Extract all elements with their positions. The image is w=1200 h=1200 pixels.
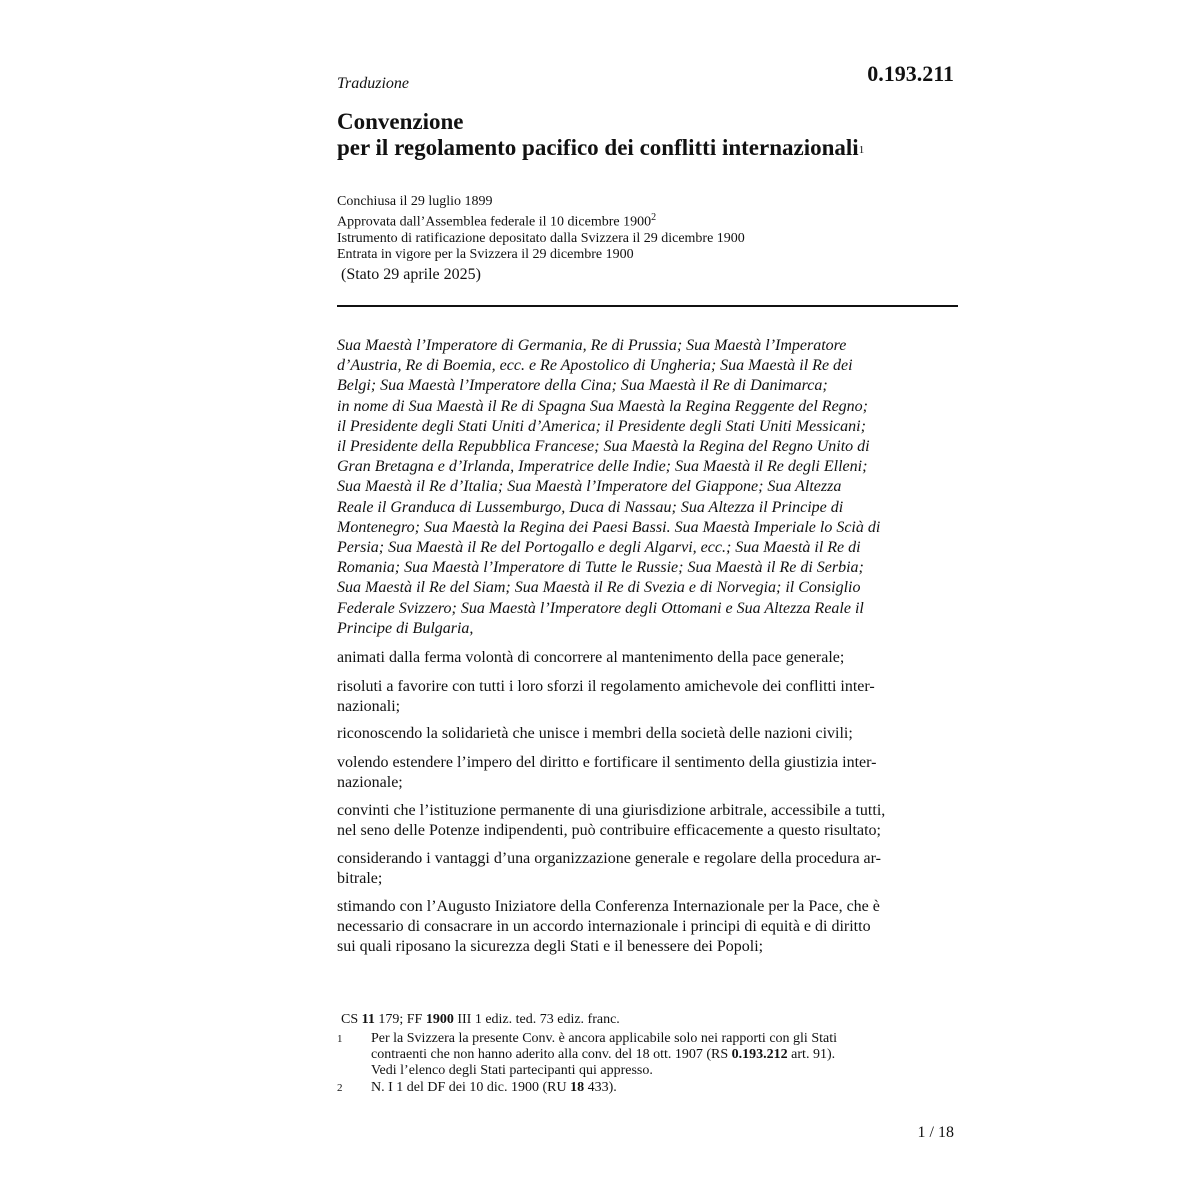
preamble-line: Belgi; Sua Maestà l’Imperatore della Cina; Sua Maestà il Re di Danimarca; xyxy=(337,377,828,395)
recital-line: bitrale; xyxy=(337,870,383,887)
footnote-2 xyxy=(337,1080,957,1096)
footnote-1-number: 1 xyxy=(337,1033,343,1045)
sr-link[interactable]: 0.193.212 xyxy=(731,1047,788,1062)
ff-year: 1900 xyxy=(425,1012,454,1027)
sr-number: 0.193.211 xyxy=(867,61,954,86)
translation-label: Traduzione xyxy=(337,75,410,92)
meta-approved-footnote-ref[interactable]: 2 xyxy=(651,212,657,223)
preamble-line: Persia; Sua Maestà il Re del Portogallo e degli Algarvi, ecc.; Sua Maestà il Re di xyxy=(337,539,861,557)
title-footnote-ref[interactable]: 1 xyxy=(858,144,865,156)
preamble-line: in nome di Sua Maestà il Re di Spagna Sua Maestà la Regina Reggente del Regno; xyxy=(337,397,868,415)
preamble-line: Romania; Sua Maestà l’Imperatore di Tutte le Russie; Sua Maestà il Re di Serbia; xyxy=(337,559,864,577)
recital-paragraph xyxy=(337,648,957,668)
recital-line: volendo estendere l’impero del diritto e fortificare il sentimento della giustizia inter- xyxy=(337,754,877,771)
footnote-text-segment: art. 91). xyxy=(787,1047,836,1062)
preamble-line: Montenegro; Sua Maestà la Regina dei Paesi Bassi. Sua Maestà Imperiale lo Scià di xyxy=(337,518,881,536)
meta-approved-text: Approvata dall’Assemblea federale il 10 dicembre 1900 xyxy=(337,214,652,230)
footnote-line: Vedi l’elenco degli Stati partecipanti qui appresso. xyxy=(371,1063,653,1078)
footnote-2-number: 2 xyxy=(337,1082,343,1094)
meta-concluded: Conchiusa il 29 luglio 1899 xyxy=(337,194,493,209)
footnote-2-text xyxy=(371,1080,951,1096)
footnote-1 xyxy=(337,1031,957,1079)
document-title xyxy=(337,109,977,165)
preamble-line: d’Austria, Re di Boemia, ecc. e Re Apostolico di Ungheria; Sua Maestà il Re dei xyxy=(337,357,853,375)
page-number: 1 / 18 xyxy=(917,1124,954,1141)
footnote-line: Per la Svizzera la presente Conv. è ancora applicabile solo nei rapporti con gli Stati xyxy=(371,1031,837,1046)
preamble xyxy=(337,336,957,639)
title-line-1: Convenzione xyxy=(337,109,464,134)
recital-paragraph xyxy=(337,849,957,889)
recital-paragraph xyxy=(337,801,957,841)
footnote-line xyxy=(371,1047,951,1063)
header-divider xyxy=(337,305,958,307)
cs-mid: 179; FF xyxy=(374,1012,426,1027)
recital-line: nazionali; xyxy=(337,698,401,715)
preamble-line: Federale Svizzero; Sua Maestà l’Imperatore degli Ottomani e Sua Altezza Reale il xyxy=(337,599,864,617)
recital-line: stimando con l’Augusto Iniziatore della Conferenza Internazionale per la Pace, che è xyxy=(337,898,880,915)
recital-paragraph xyxy=(337,753,957,793)
title-line-2-text: per il regolamento pacifico dei conflitti internazionali xyxy=(337,135,859,160)
ru-volume: 18 xyxy=(570,1080,585,1095)
footnote-text-segment: 433). xyxy=(584,1080,617,1095)
footnote-text-segment: N. I 1 del DF dei 10 dic. 1900 (RU xyxy=(371,1080,571,1095)
preamble-line: Sua Maestà il Re d’Italia; Sua Maestà l’Imperatore del Giappone; Sua Altezza xyxy=(337,478,842,496)
preamble-line: Reale il Granduca di Lussemburgo, Duca di Nassau; Sua Altezza il Principe di xyxy=(337,498,844,516)
recital-paragraph xyxy=(337,677,957,717)
recital-paragraph xyxy=(337,897,957,957)
recital-line: riconoscendo la solidarietà che unisce i membri della società delle nazioni civili; xyxy=(337,725,853,742)
meta-ratification: Istrumento di ratificazione depositato dalla Svizzera il 29 dicembre 1900 xyxy=(337,230,745,246)
preamble-line: il Presidente della Repubblica Francese; Sua Maestà la Regina del Regno Unito di xyxy=(337,438,870,456)
preamble-line: Sua Maestà il Re del Siam; Sua Maestà il Re di Svezia e di Norvegia; il Consiglio xyxy=(337,579,861,597)
recital-line: nazionale; xyxy=(337,774,403,791)
footnote-1-text xyxy=(371,1031,951,1079)
document-metadata xyxy=(337,194,977,263)
recital-line: convinti che l’istituzione permanente di una giurisdizione arbitrale, accessibile a tutti, xyxy=(337,802,886,819)
status-date: (Stato 29 aprile 2025) xyxy=(341,266,481,283)
meta-in-force: Entrata in vigore per la Svizzera il 29 dicembre 1900 xyxy=(337,246,634,262)
footnote-cs-reference xyxy=(341,1012,620,1028)
title-line-2 xyxy=(337,135,977,165)
recital-line: nel seno delle Potenze indipendenti, può contribuire efficacemente a questo risultato; xyxy=(337,822,881,839)
footnote-text-segment: contraenti che non hanno aderito alla conv. del 18 ott. 1907 (RS xyxy=(371,1047,732,1062)
preamble-line: il Presidente degli Stati Uniti d’America; il Presidente degli Stati Uniti Messicani; xyxy=(337,417,866,435)
cs-volume: 11 xyxy=(361,1012,375,1027)
recital-line: considerando i vantaggi d’una organizzazione generale e regolare della procedura ar- xyxy=(337,850,881,867)
cs-prefix: CS xyxy=(341,1012,362,1027)
preamble-line: Principe di Bulgaria, xyxy=(337,619,474,637)
recital-paragraph xyxy=(337,724,957,744)
recital-line: necessario di consacrare in un accordo internazionale i principi di equità e di diritto xyxy=(337,918,871,935)
recital-line: risoluti a favorire con tutti i loro sforzi il regolamento amichevole dei conflitti inter- xyxy=(337,678,875,695)
recital-line: animati dalla ferma volontà di concorrere al mantenimento della pace generale; xyxy=(337,649,845,666)
preamble-line: Sua Maestà l’Imperatore di Germania, Re di Prussia; Sua Maestà l’Imperatore xyxy=(337,337,847,354)
cs-suffix: III 1 ediz. ted. 73 ediz. franc. xyxy=(453,1012,620,1027)
recital-line: sui quali riposano la sicurezza degli Stati e il benessere dei Popoli; xyxy=(337,938,764,955)
meta-approved xyxy=(337,210,977,231)
preamble-line: Gran Bretagna e d’Irlanda, Imperatrice delle Indie; Sua Maestà il Re degli Elleni; xyxy=(337,458,868,476)
